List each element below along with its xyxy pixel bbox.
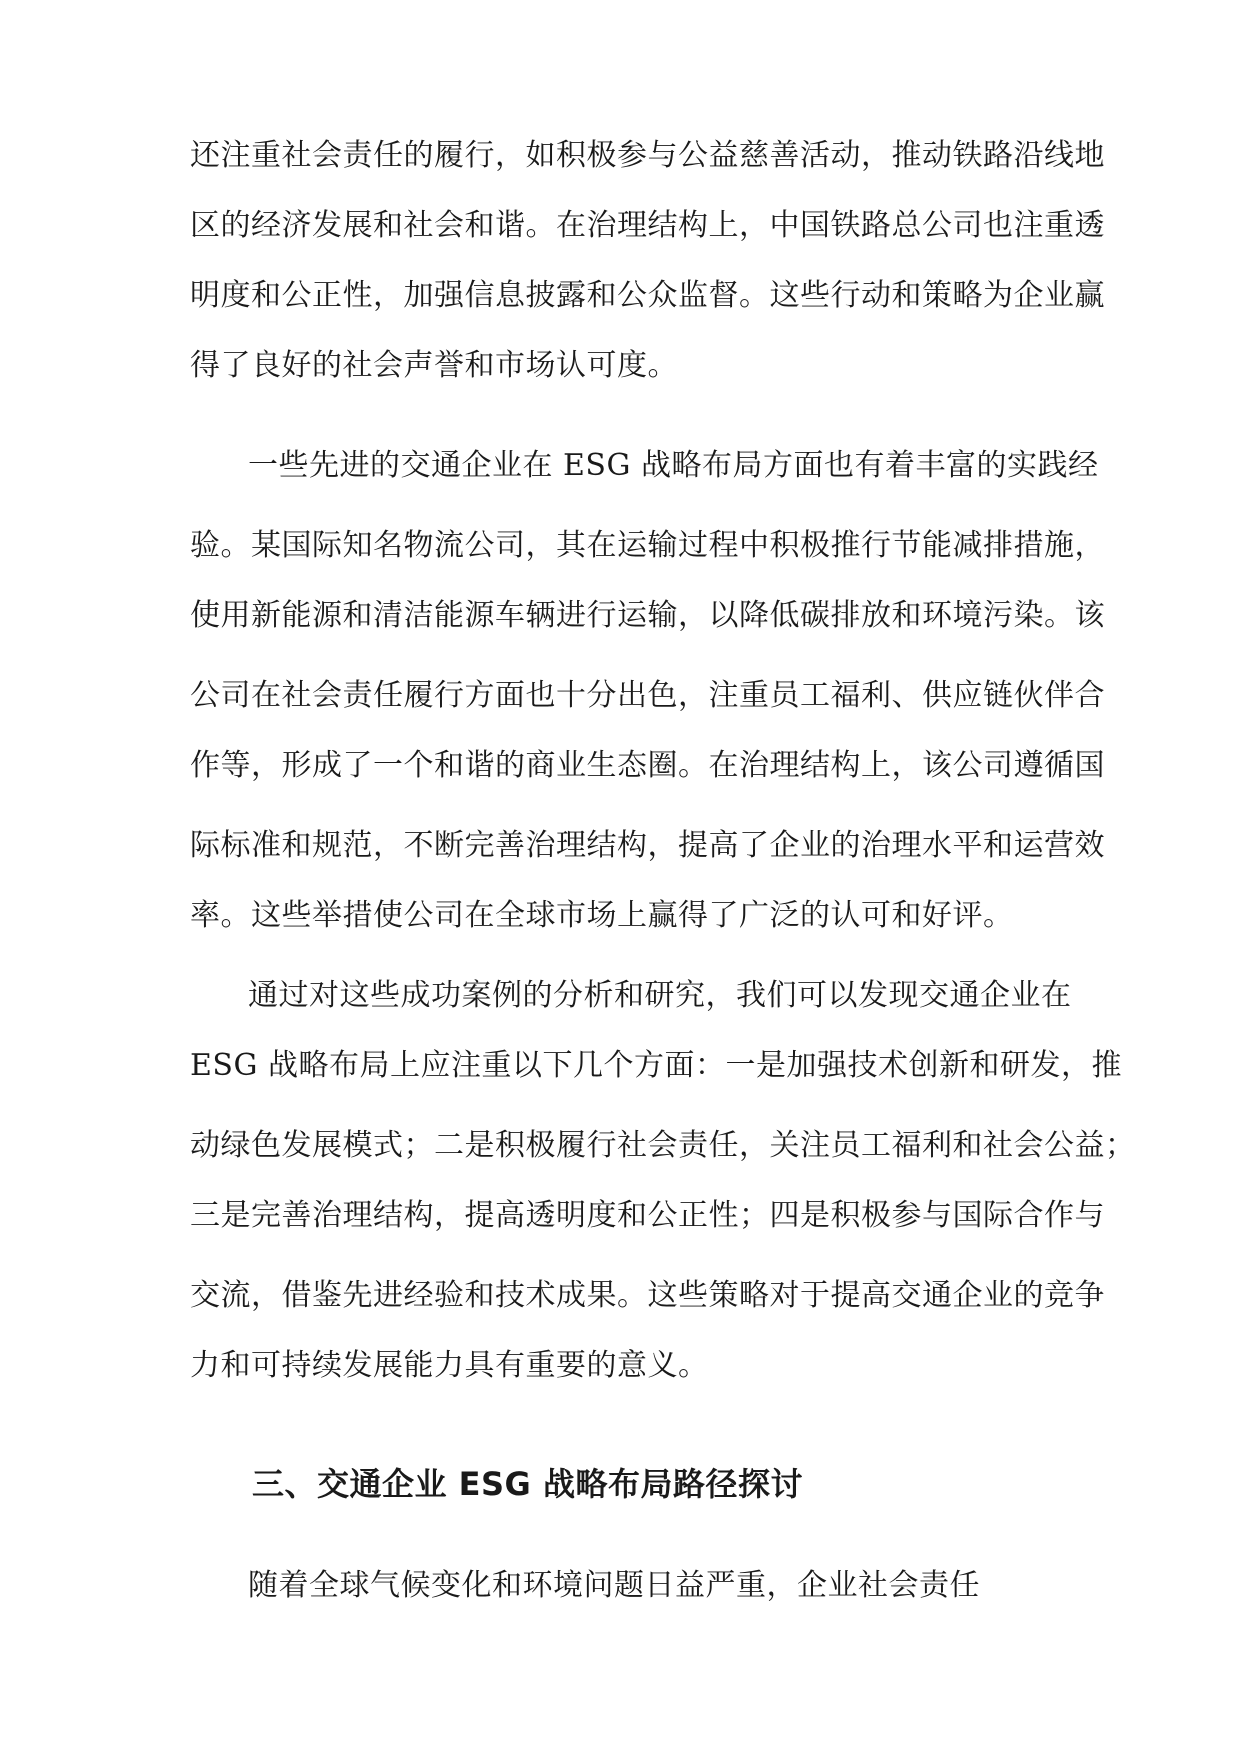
paragraph-line: 际标准和规范，不断完善治理结构，提高了企业的治理水平和运营效 [190,828,1105,863]
paragraph-line: 一些先进的交通企业在 ESG 战略布局方面也有着丰富的实践经 [248,448,1099,483]
section-heading: 三、交通企业 ESG 战略布局路径探讨 [252,1465,803,1503]
paragraph-line: ESG 战略布局上应注重以下几个方面：一是加强技术创新和研发，推 [190,1048,1122,1083]
paragraph-line: 率。这些举措使公司在全球市场上赢得了广泛的认可和好评。 [190,898,1014,933]
paragraph-line: 交流，借鉴先进经验和技术成果。这些策略对于提高交通企业的竞争 [190,1278,1105,1313]
paragraph-line: 力和可持续发展能力具有重要的意义。 [190,1348,709,1383]
paragraph-line: 还注重社会责任的履行，如积极参与公益慈善活动，推动铁路沿线地 [190,138,1105,173]
paragraph-line: 明度和公正性，加强信息披露和公众监督。这些行动和策略为企业赢 [190,278,1105,313]
paragraph-line: 区的经济发展和社会和谐。在治理结构上，中国铁路总公司也注重透 [190,208,1105,243]
paragraph-line: 公司在社会责任履行方面也十分出色，注重员工福利、供应链伙伴合 [190,678,1105,713]
paragraph-line: 动绿色发展模式；二是积极履行社会责任，关注员工福利和社会公益； [190,1128,1136,1163]
paragraph-line: 通过对这些成功案例的分析和研究，我们可以发现交通企业在 [248,978,1072,1013]
paragraph-line: 作等，形成了一个和谐的商业生态圈。在治理结构上，该公司遵循国 [190,748,1105,783]
paragraph-line: 使用新能源和清洁能源车辆进行运输，以降低碳排放和环境污染。该 [190,598,1105,633]
paragraph-line: 三是完善治理结构，提高透明度和公正性；四是积极参与国际合作与 [190,1198,1105,1233]
paragraph-line: 得了良好的社会声誉和市场认可度。 [190,348,678,383]
paragraph-line: 随着全球气候变化和环境问题日益严重，企业社会责任 [248,1568,980,1603]
paragraph-line: 验。某国际知名物流公司，其在运输过程中积极推行节能减排措施， [190,528,1105,563]
